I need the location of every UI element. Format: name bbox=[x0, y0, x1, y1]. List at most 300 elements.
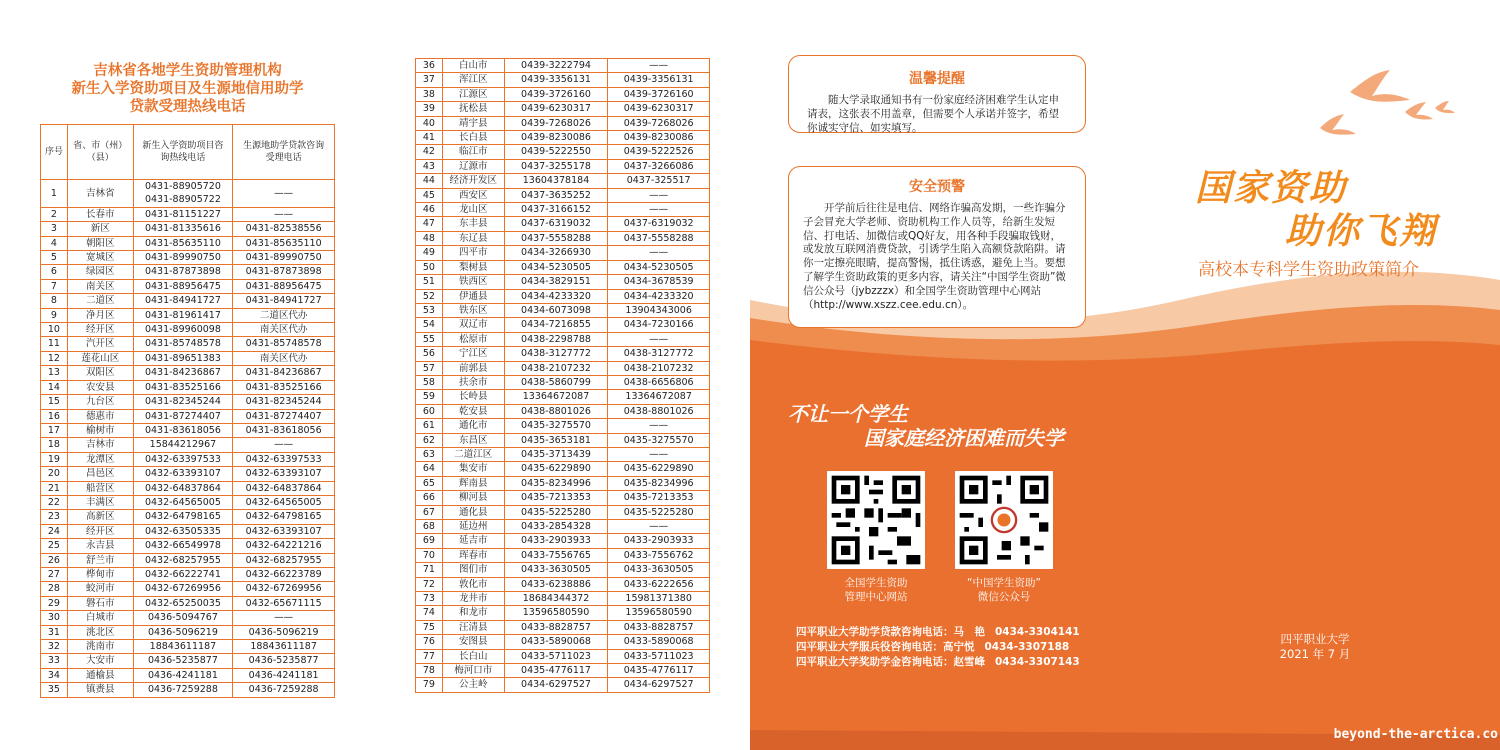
cell-index: 18 bbox=[41, 438, 68, 452]
cell-index: 60 bbox=[416, 404, 443, 418]
cell-enroll-hotline: 0431-81335616 bbox=[133, 222, 233, 236]
cell-enroll-hotline: 0437-5558288 bbox=[504, 231, 608, 245]
cell-loan-hotline: —— bbox=[608, 246, 710, 260]
cell-index: 10 bbox=[41, 323, 68, 337]
cell-loan-hotline: —— bbox=[233, 611, 335, 625]
cell-loan-hotline: 0433-2903933 bbox=[608, 534, 710, 548]
hotline-scholarship-label: 四平职业大学奖助学金咨询电话：赵雪峰 bbox=[796, 656, 985, 668]
table-row bbox=[41, 625, 335, 639]
reminder-title: 温馨提醒 bbox=[909, 71, 965, 87]
cell-loan-hotline: 0431-84236867 bbox=[233, 366, 335, 380]
cell-region: 新区 bbox=[67, 222, 133, 236]
cell-region: 汽开区 bbox=[67, 337, 133, 351]
table-row bbox=[41, 366, 335, 380]
cell-enroll-hotline: 0433-3630505 bbox=[504, 563, 608, 577]
qr-wechat-caption-line-1: “中国学生资助” bbox=[967, 577, 1041, 589]
cell-loan-hotline: 0432-64798165 bbox=[233, 510, 335, 524]
cell-index: 56 bbox=[416, 347, 443, 361]
headline-national-aid: 国家资助 bbox=[1195, 167, 1348, 209]
table-row bbox=[416, 476, 710, 490]
cover-panel bbox=[750, 0, 1500, 750]
cell-index: 12 bbox=[41, 351, 68, 365]
cell-index: 47 bbox=[416, 217, 443, 231]
cell-enroll-hotline: 18684344372 bbox=[504, 592, 608, 606]
cell-index: 62 bbox=[416, 433, 443, 447]
qr-website-caption-line-2: 管理中心网站 bbox=[844, 591, 908, 603]
cell-region: 通化市 bbox=[442, 419, 504, 433]
cell-index: 5 bbox=[41, 251, 68, 265]
cell-region: 通榆县 bbox=[67, 668, 133, 682]
hotline-scholarship bbox=[796, 655, 1080, 669]
cell-index: 31 bbox=[41, 625, 68, 639]
cell-index: 7 bbox=[41, 279, 68, 293]
cell-loan-hotline: 0433-6222656 bbox=[608, 577, 710, 591]
cell-loan-hotline: 0433-8828757 bbox=[608, 620, 710, 634]
table-row bbox=[416, 59, 710, 73]
cell-region: 德惠市 bbox=[67, 409, 133, 423]
table-row bbox=[41, 380, 335, 394]
cell-loan-hotline: 0433-5711023 bbox=[608, 649, 710, 663]
cell-loan-hotline: 0439-7268026 bbox=[608, 116, 710, 130]
cell-enroll-hotline: 0437-3166152 bbox=[504, 203, 608, 217]
cell-region: 大安市 bbox=[67, 654, 133, 668]
cell-enroll-hotline: 0435-8234996 bbox=[504, 476, 608, 490]
cell-region: 松原市 bbox=[442, 332, 504, 346]
cell-loan-hotline: 0437-5558288 bbox=[608, 231, 710, 245]
table-row bbox=[416, 577, 710, 591]
cell-region: 洮南市 bbox=[67, 640, 133, 654]
cell-region: 珲春市 bbox=[442, 548, 504, 562]
cell-loan-hotline: 0431-82345244 bbox=[233, 395, 335, 409]
cell-enroll-hotline: 0434-4233320 bbox=[504, 289, 608, 303]
cell-region: 南关区 bbox=[67, 279, 133, 293]
qr-wechat-caption bbox=[934, 576, 1074, 604]
cell-region: 伊通县 bbox=[442, 289, 504, 303]
cell-index: 1 bbox=[41, 180, 68, 208]
table-row bbox=[41, 279, 335, 293]
cell-enroll-hotline: 0435-4776117 bbox=[504, 664, 608, 678]
cell-loan-hotline: 0439-5222526 bbox=[608, 145, 710, 159]
safety-warning-title: 安全预警 bbox=[909, 179, 965, 195]
cell-loan-hotline: 0432-63397533 bbox=[233, 452, 335, 466]
cell-enroll-hotline: 18843611187 bbox=[133, 640, 233, 654]
cell-enroll-hotline: 0435-3275570 bbox=[504, 419, 608, 433]
cell-enroll-hotline: 0439-3356131 bbox=[504, 73, 608, 87]
cell-region: 宽城区 bbox=[67, 251, 133, 265]
table-row bbox=[416, 433, 710, 447]
header-region: 省、市（州）（县） bbox=[67, 125, 133, 180]
reminder-box bbox=[788, 55, 1086, 133]
cell-index: 32 bbox=[41, 640, 68, 654]
cell-loan-hotline: 13904343006 bbox=[608, 303, 710, 317]
cell-index: 74 bbox=[416, 606, 443, 620]
cell-enroll-hotline: 0438-2298788 bbox=[504, 332, 608, 346]
cell-index: 45 bbox=[416, 188, 443, 202]
hotline-loan-number[interactable]: 0434-3304141 bbox=[995, 626, 1080, 638]
cell-loan-hotline: 0432-64221216 bbox=[233, 539, 335, 553]
hotline-table-left-body bbox=[41, 180, 335, 698]
table-row bbox=[416, 361, 710, 375]
cell-loan-hotline: 0435-5225280 bbox=[608, 505, 710, 519]
cell-enroll-hotline: 0437-6319032 bbox=[504, 217, 608, 231]
cell-loan-hotline: 0433-7556762 bbox=[608, 548, 710, 562]
table-row bbox=[41, 510, 335, 524]
cell-index: 39 bbox=[416, 102, 443, 116]
table-row bbox=[416, 102, 710, 116]
table-row bbox=[41, 567, 335, 581]
cell-enroll-hotline: 0431-84941727 bbox=[133, 294, 233, 308]
cell-region: 长春市 bbox=[67, 207, 133, 221]
cell-index: 4 bbox=[41, 236, 68, 250]
cell-enroll-hotline: 0434-5230505 bbox=[504, 260, 608, 274]
cell-enroll-hotline: 13364672087 bbox=[504, 390, 608, 404]
table-row bbox=[416, 131, 710, 145]
table-row bbox=[416, 145, 710, 159]
cell-enroll-hotline: 0431-85635110 bbox=[133, 236, 233, 250]
cell-region: 江源区 bbox=[442, 87, 504, 101]
header-index: 序号 bbox=[41, 125, 68, 180]
cell-enroll-hotline: 0431-88956475 bbox=[133, 279, 233, 293]
cell-region: 延吉市 bbox=[442, 534, 504, 548]
cell-region: 磐石市 bbox=[67, 596, 133, 610]
cell-region: 东辽县 bbox=[442, 231, 504, 245]
cell-enroll-hotline: 0436-5235877 bbox=[133, 654, 233, 668]
cell-enroll-hotline: 0432-66222741 bbox=[133, 567, 233, 581]
cell-loan-hotline: 0434-4233320 bbox=[608, 289, 710, 303]
reminder-body: 随大学录取通知书有一份家庭经济困难学生认定申请表，这张表不用盖章，但需要个人承诺并签字，希望你诚实守信、如实填写。 bbox=[807, 94, 1059, 134]
table-row bbox=[41, 337, 335, 351]
cell-enroll-hotline: 0431-83618056 bbox=[133, 423, 233, 437]
cell-index: 53 bbox=[416, 303, 443, 317]
cell-enroll-hotline: 0432-63505335 bbox=[133, 524, 233, 538]
cell-loan-hotline: 0437-3266086 bbox=[608, 159, 710, 173]
cell-enroll-hotline: 0433-5711023 bbox=[504, 649, 608, 663]
cell-loan-hotline: —— bbox=[608, 188, 710, 202]
cell-region: 榆树市 bbox=[67, 423, 133, 437]
cell-loan-hotline: 南关区代办 bbox=[233, 351, 335, 365]
cell-enroll-hotline: 0434-3266930 bbox=[504, 246, 608, 260]
cell-loan-hotline: 0434-6297527 bbox=[608, 678, 710, 692]
table-row bbox=[41, 180, 335, 208]
cell-enroll-hotline: 0431-89651383 bbox=[133, 351, 233, 365]
cell-region: 四平市 bbox=[442, 246, 504, 260]
cell-loan-hotline: 0438-8801026 bbox=[608, 404, 710, 418]
cell-loan-hotline: 18843611187 bbox=[233, 640, 335, 654]
table-row bbox=[41, 236, 335, 250]
cell-region: 净月区 bbox=[67, 308, 133, 322]
table-row bbox=[416, 275, 710, 289]
cell-enroll-hotline: 0432-63393107 bbox=[133, 467, 233, 481]
qr-code-wechat[interactable] bbox=[955, 471, 1053, 569]
cell-loan-hotline: —— bbox=[608, 447, 710, 461]
cell-index: 3 bbox=[41, 222, 68, 236]
watermark: beyond-the-arctica.co bbox=[1333, 727, 1498, 742]
hotline-scholarship-number[interactable]: 0434-3307143 bbox=[995, 656, 1080, 668]
cell-enroll-hotline: 0435-7213353 bbox=[504, 491, 608, 505]
cell-enroll-hotline: 15844212967 bbox=[133, 438, 233, 452]
cell-index: 35 bbox=[41, 683, 68, 697]
cell-loan-hotline: 0434-7230166 bbox=[608, 318, 710, 332]
cell-index: 29 bbox=[41, 596, 68, 610]
cell-index: 16 bbox=[41, 409, 68, 423]
cell-index: 21 bbox=[41, 481, 68, 495]
cell-region: 高新区 bbox=[67, 510, 133, 524]
cell-loan-hotline: 0435-4776117 bbox=[608, 664, 710, 678]
cell-loan-hotline: 0438-2107232 bbox=[608, 361, 710, 375]
cell-region: 长岭县 bbox=[442, 390, 504, 404]
cell-enroll-hotline: 0431-89990750 bbox=[133, 251, 233, 265]
table-row bbox=[416, 649, 710, 663]
cell-loan-hotline: 13596580590 bbox=[608, 606, 710, 620]
cell-region: 洮北区 bbox=[67, 625, 133, 639]
cell-loan-hotline: 0439-3356131 bbox=[608, 73, 710, 87]
cell-enroll-hotline: 0434-6297527 bbox=[504, 678, 608, 692]
table-row bbox=[41, 251, 335, 265]
cell-region: 辽源市 bbox=[442, 159, 504, 173]
cell-loan-hotline: 0431-83525166 bbox=[233, 380, 335, 394]
cell-region: 经开区 bbox=[67, 524, 133, 538]
cell-enroll-hotline: 0439-3222794 bbox=[504, 59, 608, 73]
table-row bbox=[41, 294, 335, 308]
cell-index: 34 bbox=[41, 668, 68, 682]
table-row bbox=[41, 308, 335, 322]
cell-index: 69 bbox=[416, 534, 443, 548]
cell-region: 靖宇县 bbox=[442, 116, 504, 130]
cell-loan-hotline: 0432-64565005 bbox=[233, 495, 335, 509]
table-row bbox=[416, 332, 710, 346]
cell-loan-hotline: 南关区代办 bbox=[233, 323, 335, 337]
cell-region: 公主岭 bbox=[442, 678, 504, 692]
cell-index: 40 bbox=[416, 116, 443, 130]
table-row bbox=[41, 596, 335, 610]
cell-enroll-hotline: 0431-81151227 bbox=[133, 207, 233, 221]
title-line-2: 新生入学资助项目及生源地信用助学 bbox=[71, 80, 304, 97]
cell-enroll-hotline: 0431-88905720 0431-88905722 bbox=[133, 180, 233, 208]
table-row bbox=[416, 664, 710, 678]
cell-loan-hotline: 0431-82538556 bbox=[233, 222, 335, 236]
cell-index: 75 bbox=[416, 620, 443, 634]
cell-enroll-hotline: 0436-4241181 bbox=[133, 668, 233, 682]
table-row bbox=[416, 419, 710, 433]
cell-loan-hotline: 0431-85748578 bbox=[233, 337, 335, 351]
table-row bbox=[41, 481, 335, 495]
table-row bbox=[41, 409, 335, 423]
cell-enroll-hotline: 0431-87873898 bbox=[133, 265, 233, 279]
cell-enroll-hotline: 0437-3635252 bbox=[504, 188, 608, 202]
cell-region: 船营区 bbox=[67, 481, 133, 495]
cell-region: 吉林省 bbox=[67, 180, 133, 208]
cell-enroll-hotline: 0438-3127772 bbox=[504, 347, 608, 361]
cell-enroll-hotline: 0433-8828757 bbox=[504, 620, 608, 634]
cell-index: 20 bbox=[41, 467, 68, 481]
cell-index: 48 bbox=[416, 231, 443, 245]
cell-region: 梅河口市 bbox=[442, 664, 504, 678]
cell-region: 朝阳区 bbox=[67, 236, 133, 250]
cell-enroll-hotline: 0433-5890068 bbox=[504, 635, 608, 649]
table-row bbox=[416, 678, 710, 692]
cell-enroll-hotline: 0431-83525166 bbox=[133, 380, 233, 394]
cell-region: 白城市 bbox=[67, 611, 133, 625]
table-row bbox=[416, 592, 710, 606]
cell-loan-hotline: 0436-4241181 bbox=[233, 668, 335, 682]
cell-region: 经济开发区 bbox=[442, 174, 504, 188]
cell-loan-hotline: 0433-5890068 bbox=[608, 635, 710, 649]
table-row bbox=[416, 462, 710, 476]
cell-index: 15 bbox=[41, 395, 68, 409]
hotline-military-service bbox=[796, 640, 1069, 654]
qr-code-website[interactable] bbox=[827, 471, 925, 569]
table-row bbox=[41, 654, 335, 668]
cell-loan-hotline: —— bbox=[608, 419, 710, 433]
cell-enroll-hotline: 0431-84236867 bbox=[133, 366, 233, 380]
hotline-military-number[interactable]: 0434-3307188 bbox=[984, 641, 1070, 653]
cell-enroll-hotline: 0438-2107232 bbox=[504, 361, 608, 375]
cell-enroll-hotline: 0433-2903933 bbox=[504, 534, 608, 548]
cell-index: 65 bbox=[416, 476, 443, 490]
cell-loan-hotline: —— bbox=[233, 180, 335, 208]
cell-loan-hotline: 0437-325517 bbox=[608, 174, 710, 188]
cell-loan-hotline: 0431-84941727 bbox=[233, 294, 335, 308]
cell-region: 图们市 bbox=[442, 563, 504, 577]
cell-enroll-hotline: 0435-3653181 bbox=[504, 433, 608, 447]
cell-region: 临江市 bbox=[442, 145, 504, 159]
table-row bbox=[416, 87, 710, 101]
cell-loan-hotline: —— bbox=[608, 59, 710, 73]
cell-loan-hotline: 0432-68257955 bbox=[233, 553, 335, 567]
cell-enroll-hotline: 0433-6238886 bbox=[504, 577, 608, 591]
cell-loan-hotline: 0433-3630505 bbox=[608, 563, 710, 577]
cell-index: 33 bbox=[41, 654, 68, 668]
cell-enroll-hotline: 0431-81961417 bbox=[133, 308, 233, 322]
cell-enroll-hotline: 0438-8801026 bbox=[504, 404, 608, 418]
cell-index: 76 bbox=[416, 635, 443, 649]
cell-region: 镇赉县 bbox=[67, 683, 133, 697]
table-row bbox=[41, 438, 335, 452]
cell-loan-hotline: 0431-87873898 bbox=[233, 265, 335, 279]
table-row bbox=[416, 174, 710, 188]
table-row bbox=[416, 116, 710, 130]
cell-loan-hotline: —— bbox=[608, 520, 710, 534]
cell-loan-hotline: 0438-3127772 bbox=[608, 347, 710, 361]
cell-enroll-hotline: 0436-5096219 bbox=[133, 625, 233, 639]
cell-index: 2 bbox=[41, 207, 68, 221]
cell-region: 铁东区 bbox=[442, 303, 504, 317]
cell-loan-hotline: 0431-85635110 bbox=[233, 236, 335, 250]
table-row bbox=[416, 563, 710, 577]
safety-warning-box bbox=[788, 166, 1086, 328]
cell-region: 蛟河市 bbox=[67, 582, 133, 596]
cell-enroll-hotline: 0432-64798165 bbox=[133, 510, 233, 524]
cell-index: 23 bbox=[41, 510, 68, 524]
cell-loan-hotline: 0436-5235877 bbox=[233, 654, 335, 668]
cell-region: 舒兰市 bbox=[67, 553, 133, 567]
table-row bbox=[416, 534, 710, 548]
cell-loan-hotline: 0432-67269956 bbox=[233, 582, 335, 596]
hotline-table-right bbox=[415, 58, 710, 693]
cell-index: 6 bbox=[41, 265, 68, 279]
cell-enroll-hotline: 13596580590 bbox=[504, 606, 608, 620]
cell-region: 汪清县 bbox=[442, 620, 504, 634]
slogan-line-1: 不让一个学生 bbox=[788, 402, 908, 426]
cell-region: 辉南县 bbox=[442, 476, 504, 490]
cell-index: 19 bbox=[41, 452, 68, 466]
cell-enroll-hotline: 0432-68257955 bbox=[133, 553, 233, 567]
table-row bbox=[416, 491, 710, 505]
cell-loan-hotline: 0439-6230317 bbox=[608, 102, 710, 116]
cell-index: 55 bbox=[416, 332, 443, 346]
cell-region: 农安县 bbox=[67, 380, 133, 394]
cell-region: 前郭县 bbox=[442, 361, 504, 375]
cell-region: 梨树县 bbox=[442, 260, 504, 274]
cell-index: 58 bbox=[416, 375, 443, 389]
cell-enroll-hotline: 0439-5222550 bbox=[504, 145, 608, 159]
table-row bbox=[41, 222, 335, 236]
cell-index: 49 bbox=[416, 246, 443, 260]
cell-loan-hotline: 0432-65671115 bbox=[233, 596, 335, 610]
cell-region: 抚松县 bbox=[442, 102, 504, 116]
cell-loan-hotline: 0432-66223789 bbox=[233, 567, 335, 581]
table-row bbox=[41, 467, 335, 481]
table-row bbox=[416, 159, 710, 173]
cell-loan-hotline: —— bbox=[233, 207, 335, 221]
cell-loan-hotline: 15981371380 bbox=[608, 592, 710, 606]
table-row bbox=[416, 303, 710, 317]
table-row bbox=[416, 390, 710, 404]
cell-region: 扶余市 bbox=[442, 375, 504, 389]
cell-region: 双辽市 bbox=[442, 318, 504, 332]
cell-enroll-hotline: 0435-5225280 bbox=[504, 505, 608, 519]
cell-enroll-hotline: 0434-7216855 bbox=[504, 318, 608, 332]
cell-enroll-hotline: 0436-5094767 bbox=[133, 611, 233, 625]
cell-loan-hotline: —— bbox=[608, 203, 710, 217]
cell-enroll-hotline: 0433-7556765 bbox=[504, 548, 608, 562]
cell-enroll-hotline: 0431-82345244 bbox=[133, 395, 233, 409]
hotline-table-title bbox=[40, 62, 335, 116]
table-row bbox=[41, 495, 335, 509]
cell-index: 63 bbox=[416, 447, 443, 461]
cell-index: 46 bbox=[416, 203, 443, 217]
cell-enroll-hotline: 0434-6073098 bbox=[504, 303, 608, 317]
cell-enroll-hotline: 0432-65250035 bbox=[133, 596, 233, 610]
cell-region: 经开区 bbox=[67, 323, 133, 337]
table-row bbox=[416, 217, 710, 231]
table-row bbox=[416, 606, 710, 620]
cell-region: 集安市 bbox=[442, 462, 504, 476]
cell-region: 九台区 bbox=[67, 395, 133, 409]
qr-website-caption bbox=[806, 576, 946, 604]
cell-index: 50 bbox=[416, 260, 443, 274]
cell-index: 38 bbox=[416, 87, 443, 101]
cell-enroll-hotline: 0432-63397533 bbox=[133, 452, 233, 466]
cell-index: 79 bbox=[416, 678, 443, 692]
cell-loan-hotline: 0436-7259288 bbox=[233, 683, 335, 697]
qr-website-caption-line-1: 全国学生资助 bbox=[844, 577, 908, 589]
cell-index: 28 bbox=[41, 582, 68, 596]
table-row bbox=[416, 404, 710, 418]
cell-region: 二道区 bbox=[67, 294, 133, 308]
cell-region: 和龙市 bbox=[442, 606, 504, 620]
cell-enroll-hotline: 0431-85748578 bbox=[133, 337, 233, 351]
table-row bbox=[41, 423, 335, 437]
cell-region: 双阳区 bbox=[67, 366, 133, 380]
cell-region: 通化县 bbox=[442, 505, 504, 519]
cell-loan-hotline: 0437-6319032 bbox=[608, 217, 710, 231]
cell-index: 64 bbox=[416, 462, 443, 476]
cell-loan-hotline: 0435-3275570 bbox=[608, 433, 710, 447]
cell-index: 22 bbox=[41, 495, 68, 509]
table-row bbox=[41, 539, 335, 553]
cell-index: 70 bbox=[416, 548, 443, 562]
